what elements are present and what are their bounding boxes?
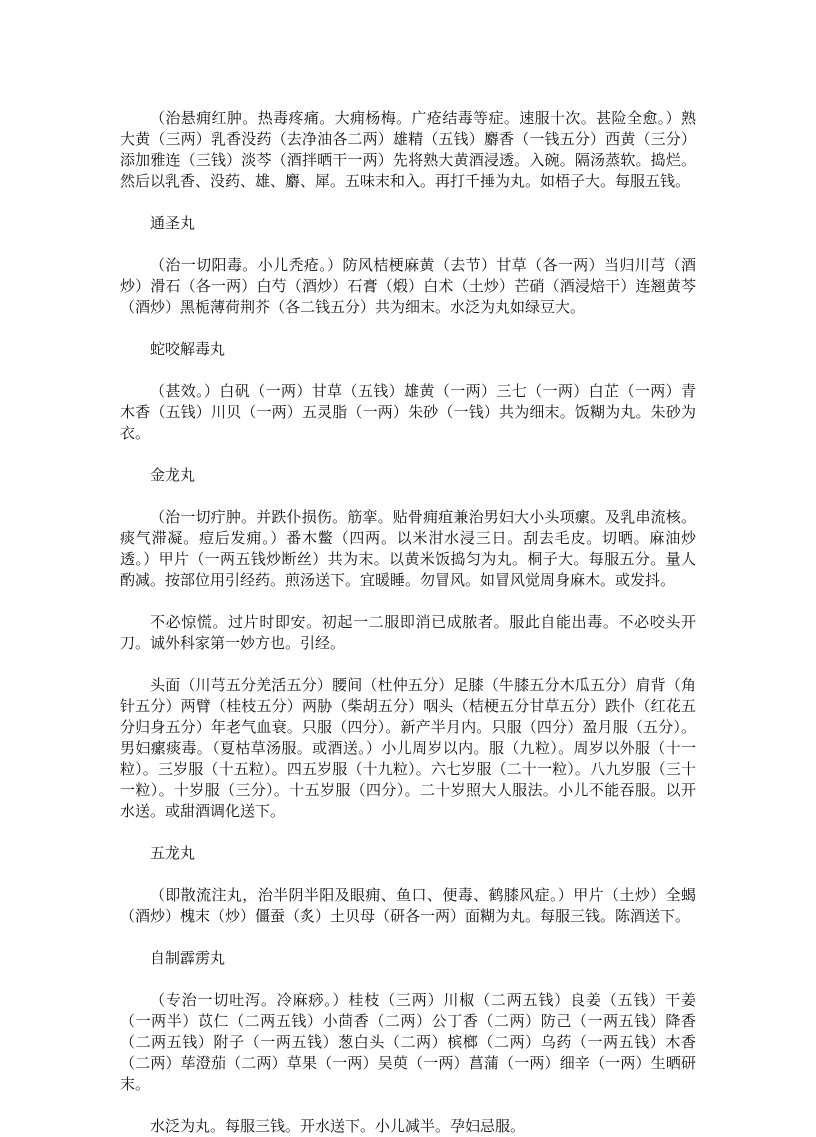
section-title-tongsheng: 通圣丸 <box>150 214 196 232</box>
section-title-pili: 自制霹雳丸 <box>150 949 226 967</box>
paragraph-sheyao: （甚效。）白矾（一两）甘草（五钱）雄黄（一两）三七（一两）白芷（一两）青木香（五钱）川贝（一两）五灵脂（一两）朱砂（一钱）共为细末。饭糊为丸。朱砂为衣。 <box>120 382 696 442</box>
paragraph-jinlong-cont: 不必惊慌。过片时即安。初起一二服即消已成脓者。服此自能出毒。不必咬头开刀。诚外科家第一妙方也。引经。 <box>120 613 696 652</box>
section-title-jinlong: 金龙丸 <box>150 466 196 484</box>
paragraph-jinlong: （治一切疔肿。并跌仆损伤。筋挛。贴骨痈疽兼治男妇大小头项瘰。及乳串流核。痰气滞凝。痘后发痈。）番木鳖（四两。以米泔水浸三日。刮去毛皮。切晒。麻油炒透。）甲片（一两五钱炒断丝）共为末。以黄米饭捣匀为丸。桐子大。每服五分。量人酌减。按部位用引经药。煎汤送下。宜暖睡。勿冒风。如冒风觉周身麻木。或发抖。 <box>120 508 696 589</box>
paragraph-intro: （治悬痈红肿。热毒疼痛。大痈杨梅。广疮结毒等症。速服十次。甚险全愈。）熟大黄（三两）乳香没药（去净油各二两）雄精（五钱）麝香（一钱五分）西黄（三分）添加雅连（三钱）淡芩（酒拌晒干一两）先将熟大黄酒浸透。入碗。隔汤蒸软。捣烂。然后以乳香、没药、雄、麝、犀。五味末和入。再打千捶为丸。如梧子大。每服五钱。 <box>120 109 696 190</box>
paragraph-yinjing: 头面（川芎五分羌活五分）腰间（杜仲五分）足膝（牛膝五分木瓜五分）肩背（角针五分）两臂（桂枝五分）两胁（柴胡五分）咽头（桔梗五分甘草五分）跌仆（红花五分归身五分）年老气血衰。只服（四分）。新产半月内。只服（四分）盈月服（五分）。男妇瘰痰毒。（夏枯草汤服。或酒送。）小儿周岁以内。服（九粒）。周岁以外服（十一粒）。三岁服（十五粒）。四五岁服（十九粒）。六七岁服（二十一粒）。八九岁服（三十一粒）。十岁服（三分）。十五岁服（四分）。二十岁照大人服法。小儿不能吞服。以开水送。或甜酒调化送下。 <box>120 676 696 820</box>
section-title-sheyao: 蛇咬解毒丸 <box>150 340 226 358</box>
paragraph-wulong: （即散流注丸，治半阴半阳及眼痈、鱼口、便毒、鹤膝风症。）甲片（土炒）全蝎（酒炒）槐末（炒）僵蚕（炙）土贝母（研各一两）面糊为丸。每服三钱。陈酒送下。 <box>120 886 696 925</box>
paragraph-tongsheng: （治一切阳毒。小儿秃疮。）防风桔梗麻黄（去节）甘草（各一两）当归川芎（酒炒）滑石（各一两）白芍（酒炒）石膏（煅）白术（土炒）芒硝（酒浸焙干）连翘黄芩（酒炒）黑栀薄荷荆芥（各二钱五分）共为细末。水泛为丸如绿豆大。 <box>120 256 696 316</box>
document-page <box>120 108 696 1137</box>
paragraph-pili-usage: 水泛为丸。每服三钱。开水送下。小儿减半。孕妇忌服。 <box>150 1117 526 1135</box>
paragraph-pili: （专治一切吐泻。冷麻痧。）桂枝（三两）川椒（二两五钱）良姜（五钱）干姜（一两半）苡仁（二两五钱）小茴香（二两）公丁香（二两）防己（一两五钱）降香（二两五钱）附子（一两五钱）葱白头（二两）槟榔（二两）乌药（一两五钱）木香（二两）荜澄茄（二两）草果（一两）吴萸（一两）菖蒲（一两）细辛（一两）生晒研末。 <box>120 991 696 1093</box>
section-title-wulong: 五龙丸 <box>150 844 196 862</box>
